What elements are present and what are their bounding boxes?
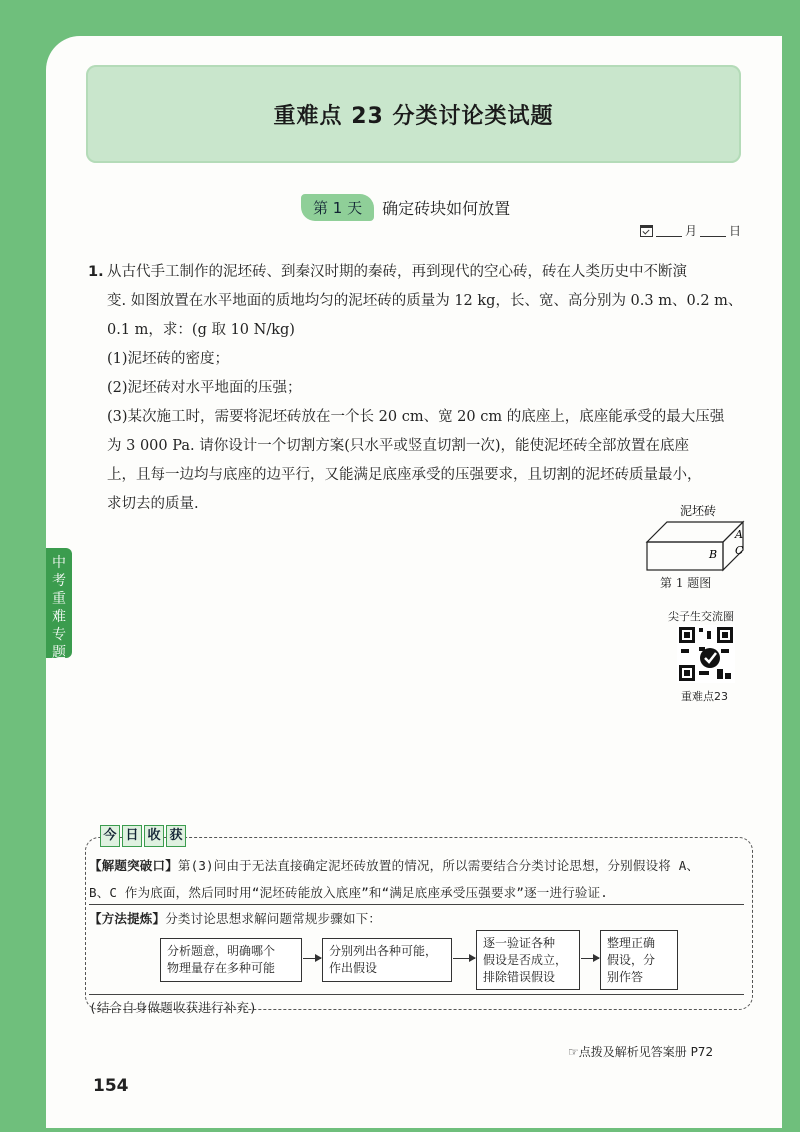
day-label: 日 [729,224,742,238]
date-field [640,222,741,239]
flow-step-2: 分别列出各种可能， 作出假设 [322,938,452,982]
summary-heading-char: 获 [166,825,186,847]
summary-heading-char: 今 [100,825,120,847]
question-text: 从古代手工制作的泥坯砖、到秦汉时期的秦砖，再到现代的空心砖，砖在人类历史中不断演 变. 如图放置在水平地面的质地均匀的泥坯砖的质量为 12 kg，长、宽、高分别为 0.3 m、0.2 m、 0.1 m，求：(g 取 10 N/kg) (1)泥坯砖的密度； (2)泥坯砖对水平地面的压强； (3)某次施工时，需要将泥坯砖放在一个长 20 cm、宽 20 cm 的底座上，底座能承受的最大压强 为 3 000 Pa. 请你设计一个切割方案(只水平或竖直切割一次)，能使泥坯砖全部放置在底座 上，且每一边均与底座的边平行，又能满足底座承受的压强要求，且切割的泥坯砖质量最小， 求切去的质量. [107,264,743,512]
month-blank[interactable] [656,225,682,237]
flow-step-4: 整理正确 假设，分 别作答 [600,930,678,990]
method-text: 分类讨论思想求解问题常规步骤如下： [165,911,382,926]
breakthrough-tag: 【解题突破口】 [89,858,178,873]
question-1 [88,258,748,519]
summary-heading [100,825,186,847]
breakthrough-line-1 [89,856,699,874]
flow-step-1: 分析题意，明确哪个 物理量存在多种可能 [160,938,302,982]
flow-step-3: 逐一验证各种 假设是否成立， 排除错误假设 [476,930,580,990]
divider [89,904,744,905]
figure-caption: 第 1 题图 [660,576,712,590]
flow-arrow-icon [581,958,599,959]
question-number: 1. [88,264,104,280]
summary-heading-char: 日 [122,825,142,847]
label-c: C [735,544,744,557]
label-b: B [709,548,718,561]
label-a: A [735,528,743,541]
topic-banner [86,65,741,163]
brick-drawing [643,502,753,577]
flow-arrow-icon [303,958,321,959]
qr-label: 尖子生交流圈 [668,610,734,623]
divider [89,994,744,995]
summary-heading-char: 收 [144,825,164,847]
month-label: 月 [685,224,698,238]
day-blank[interactable] [700,225,726,237]
topic-title: 重难点 23 分类讨论类试题 [273,104,554,129]
day-title: 确定砖块如何放置 [382,198,511,218]
brick-label: 泥坯砖 [680,504,717,518]
day-header [301,192,510,222]
flow-arrow-icon [453,958,475,959]
method-tag: 【方法提炼】 [89,911,166,926]
breakthrough-text-1: 第(3)问由于无法直接确定泥坯砖放置的情况，所以需要结合分类讨论思想，分别假设将 A、 [177,858,700,873]
qr-code-icon[interactable] [677,625,735,683]
qr-caption: 重难点23 [681,690,728,703]
breakthrough-line-2: B、C 作为底面，然后同时用“泥坯砖能放入底座”和“满足底座承受压强要求”逐一进行验证. [89,885,609,900]
answer-reference: ☞点拨及解析见答案册 P72 [568,1045,714,1059]
calendar-icon [640,225,653,237]
side-tab-label: 中考重难专题 [52,555,66,661]
page-number: 154 [93,1076,129,1096]
method-line [89,909,381,927]
day-badge: 第 1 天 [301,194,374,221]
supplement-note: (结合自身做题收获进行补充) [89,1000,257,1015]
side-tab [46,548,72,661]
